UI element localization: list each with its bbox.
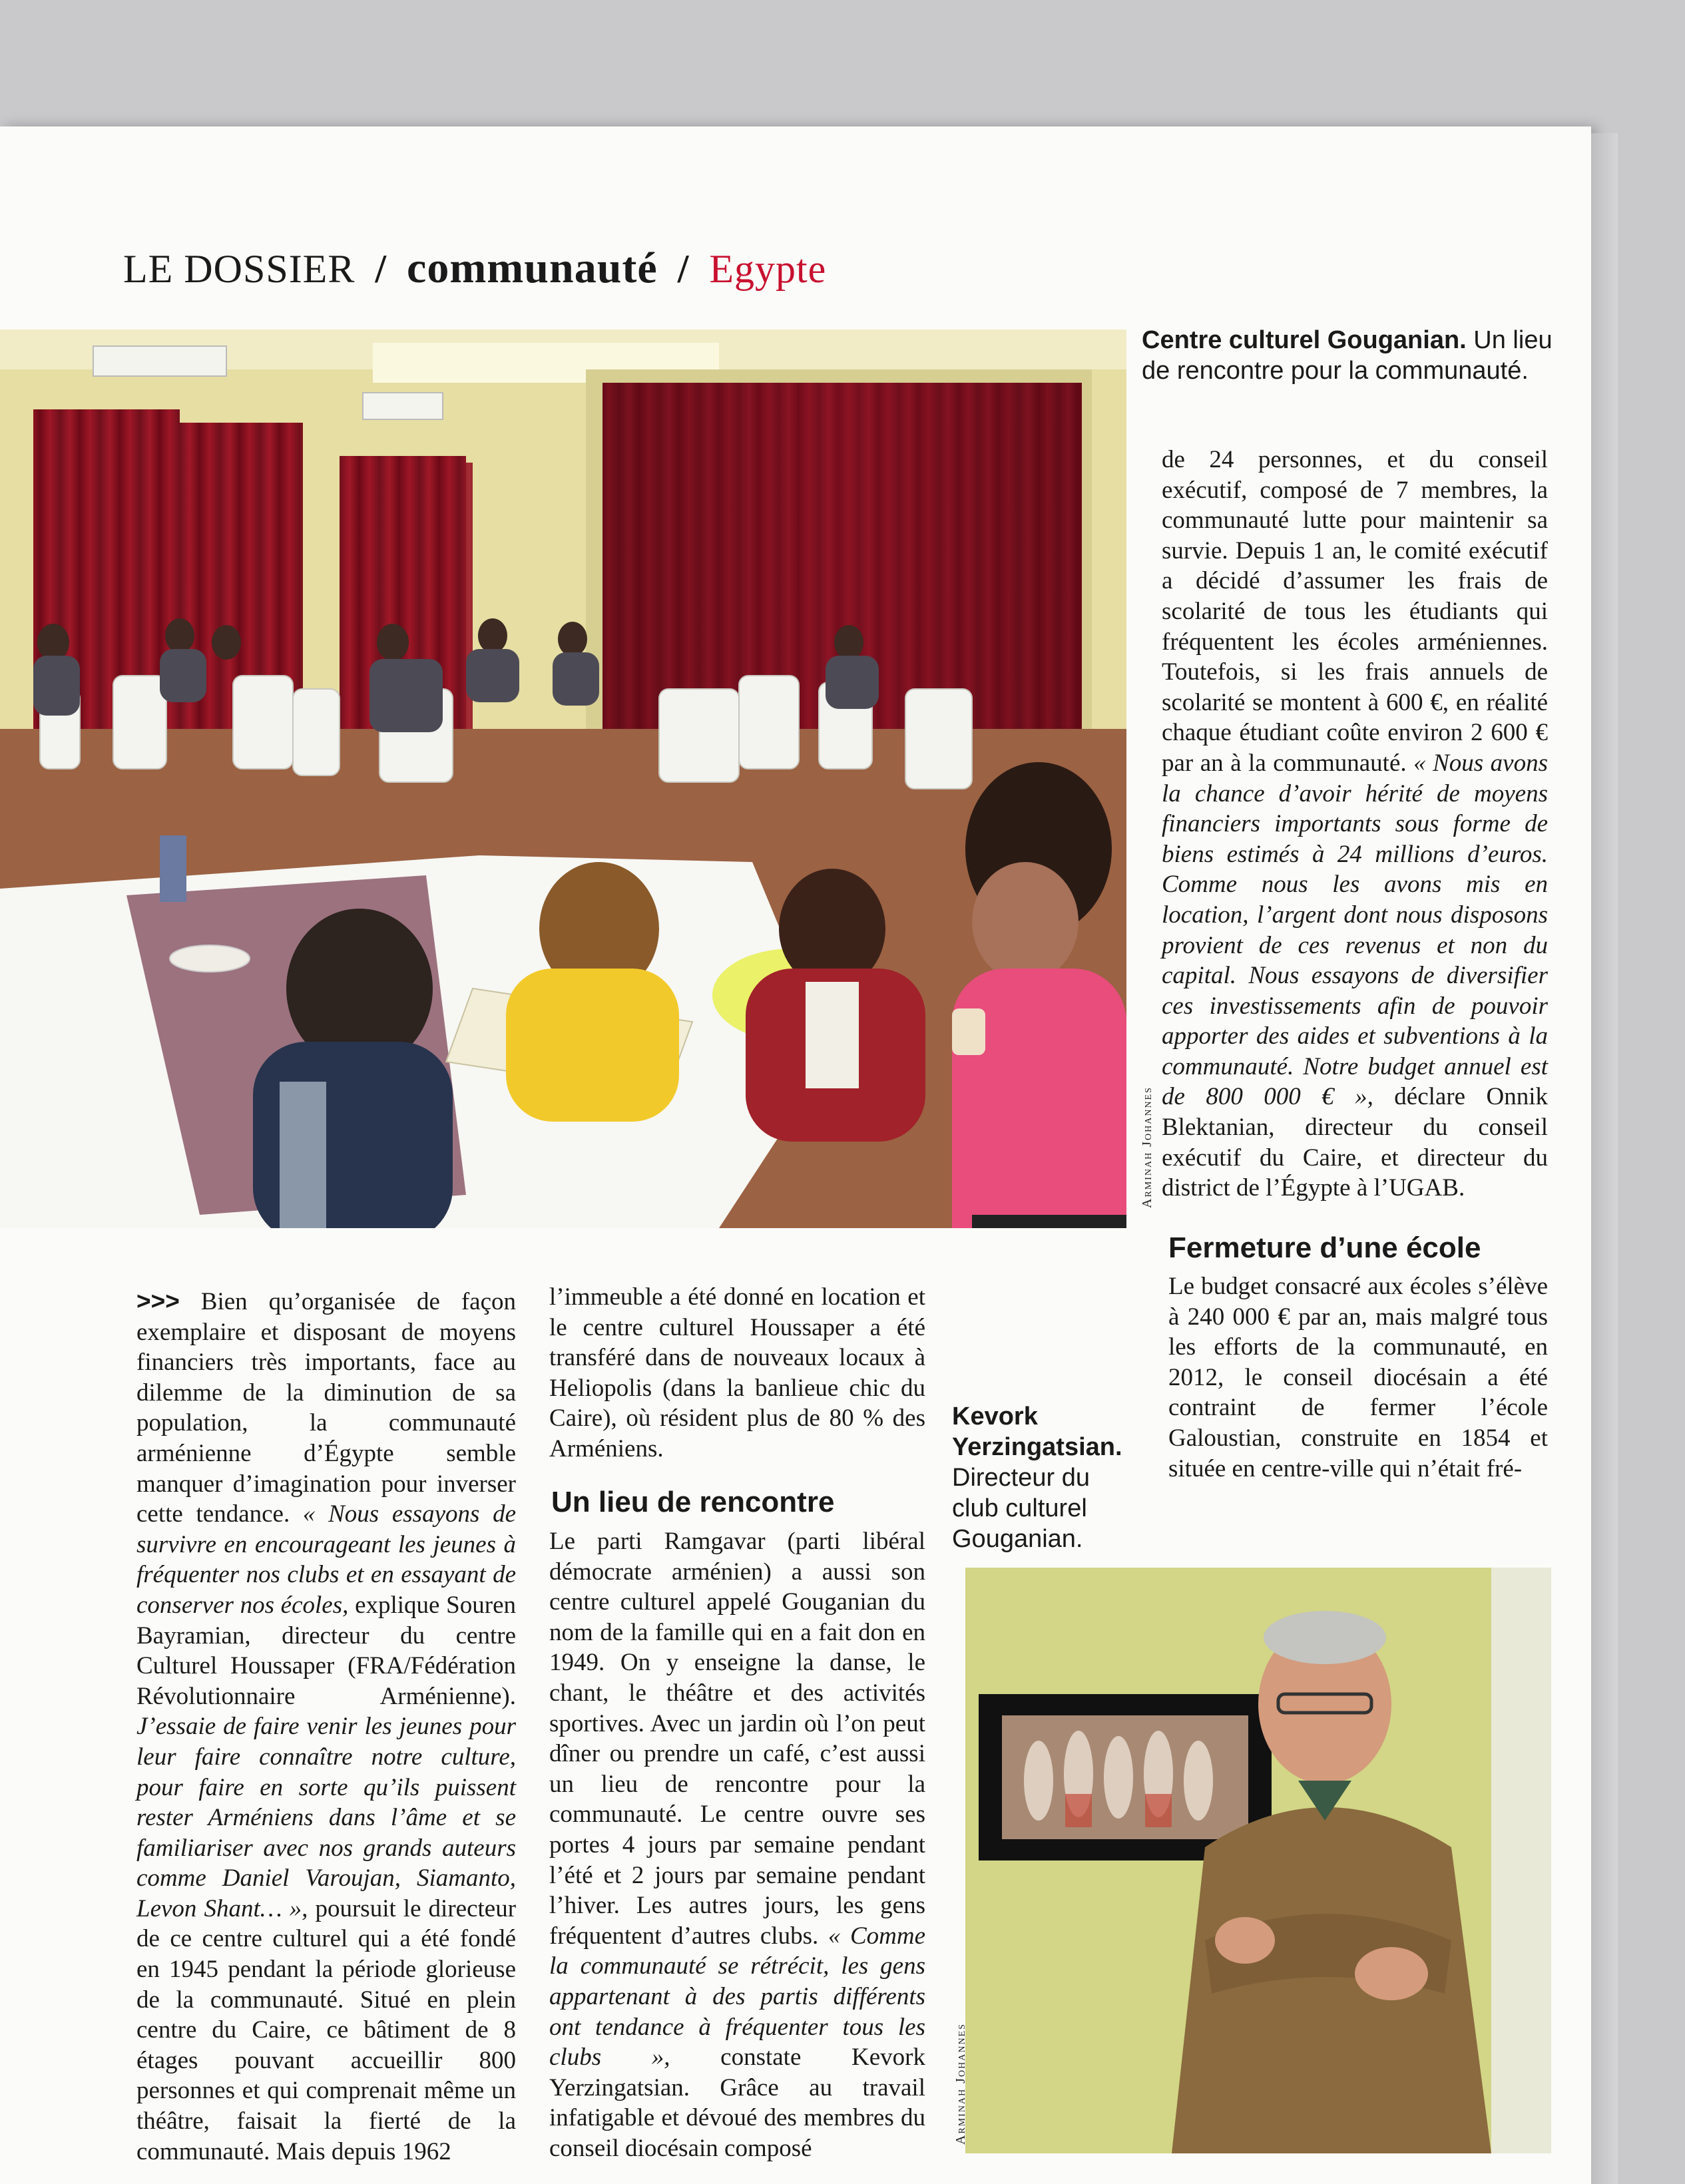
- article-column-3-top: [1162, 445, 1548, 1203]
- col3-paragraph-2: déclare Onnik Blektanian, directeur du conseil exécutif du Caire, et directeur du district de l’Égypte à l’UGAB.: [1162, 1083, 1548, 1202]
- col1-paragraph-2: explique Souren Bayramian, directeur du centre Culturel Houssaper (FRA/Fédération Révolutionnaire Arménienne).: [136, 1591, 516, 1710]
- photo-cultural-centre-illustration: [0, 329, 1126, 1228]
- col2-paragraph-1: l’immeuble a été donné en location et le centre culturel Houssaper a été transféré dans de nouveaux locaux à Heliopolis (dans la banlieue chic du Caire), où résident plus de 80 % des Arméniens.: [549, 1283, 925, 1462]
- page-edge: [1591, 133, 1618, 2184]
- section-header: [123, 243, 826, 294]
- photo-portrait-illustration: [965, 1568, 1551, 2153]
- col2-paragraph-2: Le parti Ramgavar (parti libéral démocrate arménien) a aussi son centre culturel appelé Gouganian du nom de la famille qui en a fait don en 1949. On y enseigne la danse, le chant, le théâtre et des activités sportives. Avec un jardin où l’on peut dîner ou prendre un café, c’est aussi un lieu de rencontre pour la communauté. Le centre ouvre ses portes 4 jours par semaine pendant l’été et 2 jours par semaine pendant l’hiver. Les autres jours, les gens fréquentent d’autres clubs.: [549, 1528, 925, 1950]
- photo2-caption-name: Kevork Yerzingatsian.: [952, 1403, 1122, 1461]
- col1-quote-1: « Nous essayons de survivre en encourageant les jeunes à fréquenter nos clubs et en essayant de conserver nos écoles,: [136, 1500, 517, 1619]
- photo1-caption-title: Centre culturel Gouganian.: [1142, 326, 1467, 354]
- col1-paragraph-1: Bien qu’organisée de façon exemplaire et disposant de moyens financiers très importants, face au dilemme de la diminution de sa population, la communauté arménienne d’Égypte semble manquer d’imagination pour inverser cette tendance.: [136, 1288, 517, 1528]
- article-column-1: [136, 1286, 516, 2167]
- photo1-credit: Arminah Johannes: [1140, 1086, 1154, 1208]
- col1-paragraph-3: poursuit le directeur de ce centre culturel qui a été fondé en 1945 pendant la période glorieuse de la communauté. Situé en plein centre du Caire, ce bâtiment de 8 étages pouvant accueillir 800 personnes et qui comprenait même un théâtre, faisait la fierté de la communauté. Mais depuis 1962: [136, 1894, 517, 2165]
- subhead-meeting-place: Un lieu de rencontre: [551, 1486, 835, 1518]
- col3-paragraph-1: de 24 personnes, et du conseil exécutif, composé de 7 membres, la communauté lutte pour maintenir sa survie. Depuis 1 an, le comité exécutif a décidé d’assumer les frais de scolarité de tous les étudiants qui fréquentent les écoles arméniennes. Toutefois, si les frais annuels de scolarité se montent à 600 €, en réalité chaque étudiant coûte environ 2 600 € par an à la communauté.: [1162, 446, 1548, 777]
- col2-quote-1: « Comme la communauté se rétrécit, les gens appartenant à des partis différents ont tendance à fréquenter tous les clubs »,: [549, 1922, 925, 2072]
- photo1-caption-text: Un lieu de rencontre pour la communauté.: [1142, 326, 1553, 385]
- header-topic: communauté: [407, 244, 658, 292]
- header-separator: /: [375, 247, 387, 291]
- col3-quote-1: « Nous avons la chance d’avoir hérité de moyens financiers importants sous forme de biens estimés à 24 millions d’euros. Comme nous les avons mis en location, l’argent dont nous disposons provient de ces revenus et non du capital. Nous essayons de diversifier ces investissements afin de pouvoir apporter des aides et subventions à la communauté. Notre budget annuel est de 800 000 € »,: [1162, 749, 1549, 1111]
- header-country: Egypte: [709, 247, 827, 291]
- photo-cultural-centre: [0, 329, 1126, 1228]
- subhead-school-closure: Fermeture d’une école: [1168, 1231, 1481, 1264]
- photo1-caption: [1142, 325, 1555, 386]
- photo2-caption-text: Directeur du club culturel Gouganian.: [952, 1464, 1090, 1553]
- article-column-2-bottom: [549, 1526, 925, 2163]
- header-section: LE DOSSIER: [123, 247, 356, 291]
- article-column-2-top: [549, 1282, 925, 1464]
- article-column-3-bottom: [1168, 1271, 1548, 1484]
- photo2-credit: Arminah Johannes: [953, 2023, 968, 2145]
- photo2-caption: [952, 1401, 1122, 1554]
- photo-portrait: [965, 1568, 1551, 2153]
- article-start-arrows: >>>: [136, 1287, 180, 1315]
- col2-paragraph-3: constate Kevork Yerzingatsian. Grâce au travail infatigable et dévoué des membres du conseil diocésain composé: [549, 2044, 925, 2162]
- header-separator-2: /: [677, 247, 690, 291]
- col3-paragraph-3: Le budget consacré aux écoles s’élève à 240 000 € par an, mais malgré tous les efforts de la communauté, en 2012, le conseil diocésain a été contraint de fermer l’école Galoustian, construite en 1854 et située en centre-ville qui n’était fré-: [1168, 1273, 1548, 1482]
- col1-quote-2: J’essaie de faire venir les jeunes pour leur faire connaître notre culture, pour faire en sorte qu’ils puissent rester Arméniens dans l’âme et se familiariser avec nos grands auteurs comme Daniel Varoujan, Siamanto, Levon Shant… »,: [136, 1713, 516, 1922]
